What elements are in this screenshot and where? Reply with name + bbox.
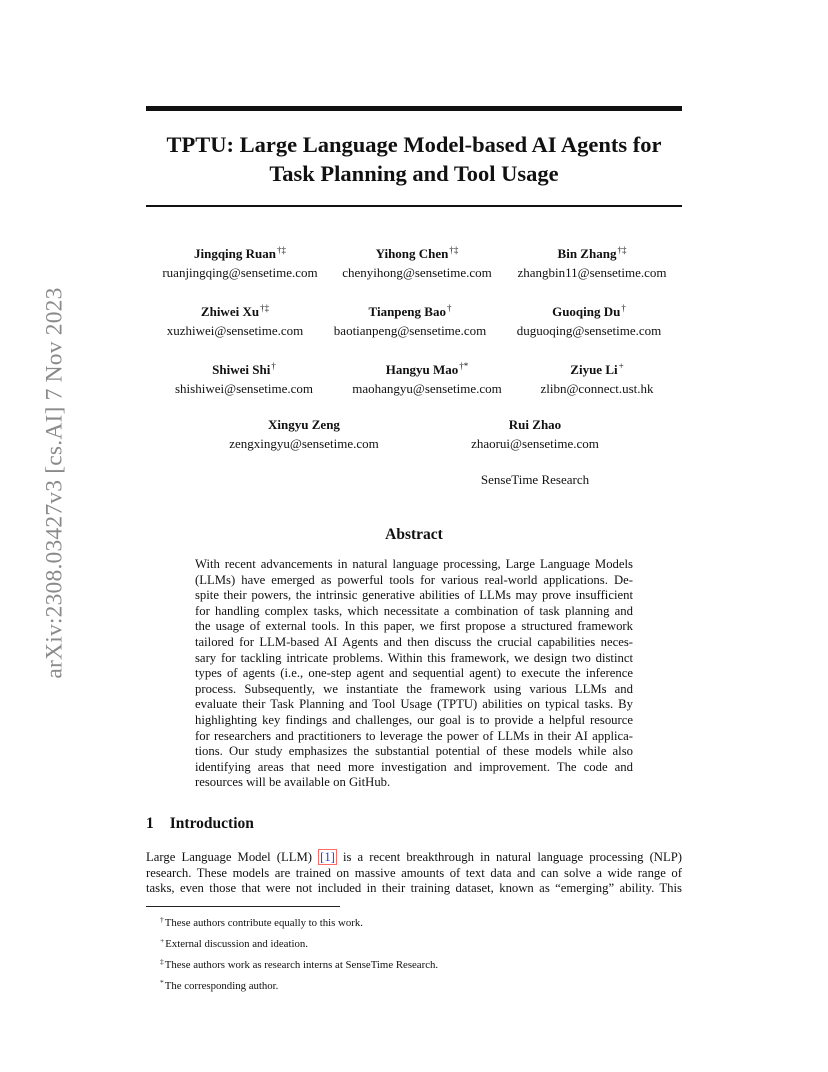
footnote-rule [146, 906, 340, 907]
author-email: duguoqing@sensetime.com [516, 323, 662, 338]
author-email: xuzhiwei@sensetime.com [166, 323, 304, 338]
author-email: zhangbin11@sensetime.com [517, 265, 667, 280]
footnote-text: External discussion and ideation. [165, 938, 308, 950]
title-line-1: TPTU: Large Language Model-based AI Agents for [166, 132, 662, 157]
author-email: zhaorui@sensetime.com [471, 436, 599, 451]
abstract-line: types of agents (i.e., one-step agent and sequential agent) to execute the inference [195, 666, 633, 681]
footnote [160, 953, 438, 974]
author-email: shishiwei@sensetime.com [175, 381, 313, 396]
footnote-text: These authors contribute equally to this work. [164, 917, 363, 929]
author-name: Guoqing Du [552, 304, 621, 319]
author-name: Xingyu Zeng [268, 417, 340, 432]
author-name: Rui Zhao [508, 417, 562, 432]
footnote-mark: + [160, 936, 165, 945]
abstract-line: resources will be available on GitHub. [195, 775, 391, 790]
abstract-line: evaluate their Task Planning and Tool Usage (TPTU) abilities on typical tasks. By [195, 697, 633, 712]
footnote-mark: † [160, 915, 164, 924]
abstract-line: (LLMs) have emerged as powerful tools for various real-world applications. De- [195, 572, 633, 587]
author-name: Yihong Chen [375, 246, 449, 261]
author-name: Zhiwei Xu [200, 304, 260, 319]
author-mark: †* [459, 361, 469, 371]
intro-line-2: research. These models are trained on massive amounts of text data and can solve a wide range of [146, 865, 682, 880]
title-bottom-rule [146, 205, 682, 207]
author-mark: † [446, 303, 452, 313]
abstract-line: spite their powers, the intrinsic generative abilities of LLMs may prove insufficient [195, 588, 633, 603]
abstract-line: for handling complex tasks, which necessitate a combination of task planning and [195, 603, 633, 618]
arxiv-side-stamp: arXiv:2308.03427v3 [cs.AI] 7 Nov 2023 [41, 287, 68, 679]
footnote-mark: * [160, 978, 164, 987]
footnote-text: The corresponding author. [164, 980, 279, 992]
footnotes [160, 911, 438, 995]
section-title: Introduction [169, 815, 254, 832]
abstract-line: sary for tackling intricate problems. Within this framework, we design two distinct [195, 650, 633, 665]
author-email: baotianpeng@sensetime.com [333, 323, 487, 338]
author-block [469, 299, 709, 340]
author-block [472, 241, 712, 282]
introduction-text [146, 850, 682, 897]
footnote [160, 911, 438, 932]
author-block [477, 357, 717, 398]
section-heading-introduction [146, 815, 254, 833]
title-line-2: Task Planning and Tool Usage [269, 161, 559, 186]
author-mark: †‡ [260, 303, 270, 313]
author-mark: † [621, 303, 626, 313]
author-email: ruanjingqing@sensetime.com [162, 265, 318, 280]
author-mark: †‡ [449, 245, 459, 255]
author-name: Ziyue Li [570, 362, 618, 377]
intro-line-1 [146, 850, 682, 866]
footnote-mark: ‡ [160, 957, 164, 966]
abstract-line: tions. Our study emphasizes the substantial potential of these models while also [195, 744, 633, 759]
footnote [160, 932, 438, 953]
title-top-rule [146, 106, 682, 111]
citation-link[interactable]: [1] [320, 850, 335, 864]
abstract-line: for researchers and practitioners to leverage the power of LLMs in their AI applica- [195, 728, 633, 743]
author-name: Tianpeng Bao [368, 304, 446, 319]
abstract-body [195, 557, 633, 791]
footnote [160, 974, 438, 995]
author-block [415, 415, 655, 453]
author-email: chenyihong@sensetime.com [342, 265, 492, 280]
abstract-heading: Abstract [385, 526, 443, 543]
abstract-line: tailored for LLM-based AI Agents and then discuss the crucial capabilities neces- [195, 634, 633, 649]
intro-line-3: tasks, even those that were not included in their training dataset, known as “emerging” ability. This [146, 881, 682, 896]
author-mark: † [271, 361, 276, 371]
intro-text: Large Language Model (LLM) [146, 850, 319, 864]
author-name: Bin Zhang [557, 246, 617, 261]
intro-text: is a recent breakthrough in natural language processing (NLP) [336, 850, 682, 864]
author-name: Shiwei Shi [212, 362, 271, 377]
author-mark: + [618, 361, 624, 371]
abstract-line: With recent advancements in natural language processing, Large Language Models [195, 557, 633, 571]
abstract-line: identifying areas that need more investigation and improvement. The code and [195, 759, 633, 774]
author-mark: †‡ [617, 245, 627, 255]
section-number: 1 [146, 815, 154, 832]
abstract-line: process. Subsequently, we instantiate the framework using various LLMs and [195, 681, 633, 696]
abstract-line: highlighting key findings and challenges, our goal is to provide a helpful resource [195, 712, 633, 727]
author-email: zengxingyu@sensetime.com [229, 436, 379, 451]
footnote-text: These authors work as research interns at SenseTime Research. [164, 959, 439, 971]
author-block [184, 415, 424, 453]
author-email: zlibn@connect.ust.hk [540, 381, 654, 396]
paper-title [146, 130, 682, 188]
author-name: Hangyu Mao [385, 362, 459, 377]
affiliation: SenseTime Research [480, 472, 590, 487]
author-email: maohangyu@sensetime.com [352, 381, 502, 396]
author-name: Jingqing Ruan [193, 246, 276, 261]
author-mark: †‡ [277, 245, 286, 255]
abstract-line: the usage of external tools. In this paper, we first propose a structured framework [195, 619, 633, 634]
